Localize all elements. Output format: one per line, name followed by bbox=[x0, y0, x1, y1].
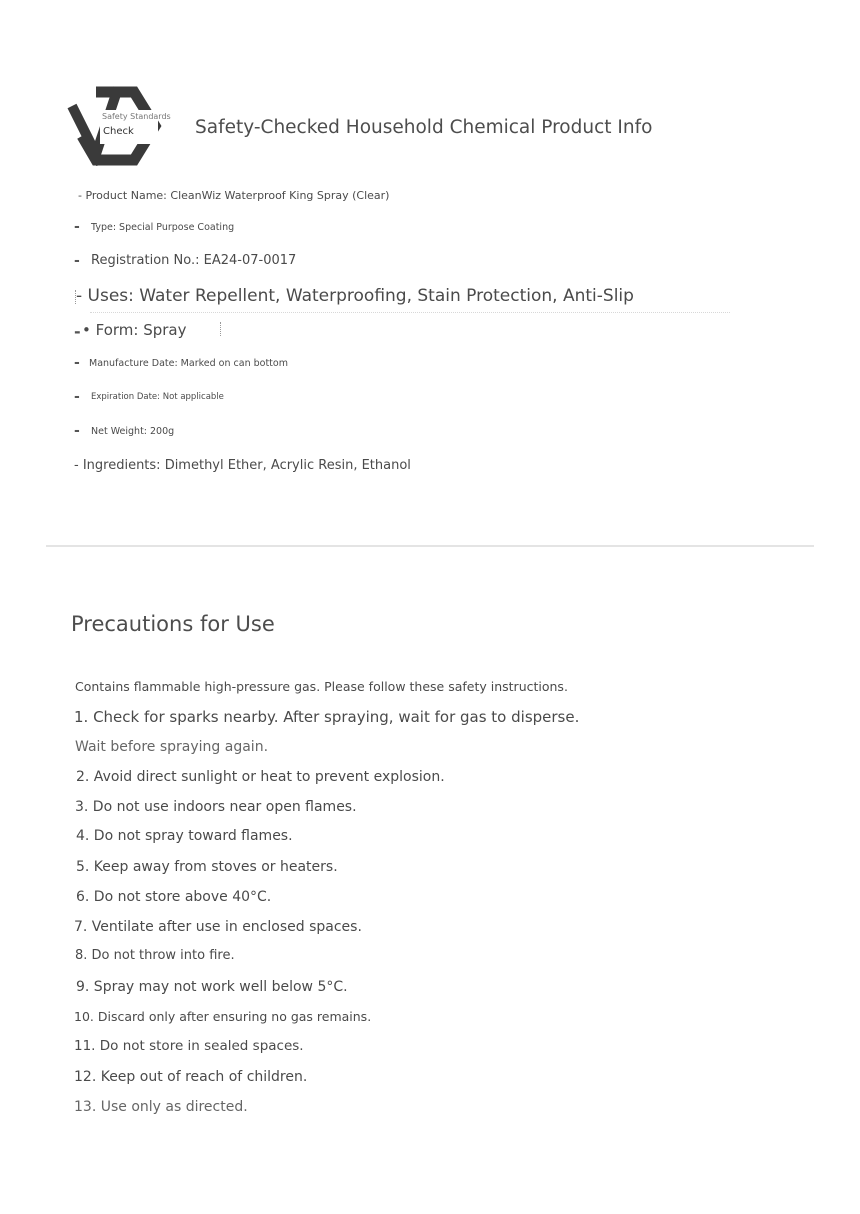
product-name-line: - Product Name: CleanWiz Waterproof King Spray (Clear) bbox=[78, 189, 390, 202]
precaution-item: 12. Keep out of reach of children. bbox=[74, 1069, 308, 1085]
expiration-date-line: Expiration Date: Not applicable bbox=[91, 392, 224, 402]
net-weight-line: Net Weight: 200g bbox=[91, 426, 175, 437]
registration-line: Registration No.: EA24-07-0017 bbox=[91, 253, 297, 268]
bullet-dash-icon: - bbox=[74, 253, 80, 269]
logo-standards-text: Safety Standards bbox=[102, 112, 171, 121]
bullet-dash-icon: - bbox=[74, 355, 80, 371]
precaution-item: 7. Ventilate after use in enclosed spaces. bbox=[74, 919, 362, 935]
ingredients-line: - Ingredients: Dimethyl Ether, Acrylic Resin, Ethanol bbox=[74, 458, 411, 473]
safety-check-logo bbox=[66, 84, 171, 166]
faint-underline bbox=[90, 306, 730, 313]
precaution-item: 6. Do not store above 40°C. bbox=[76, 889, 272, 905]
page-title: Safety-Checked Household Chemical Product Info bbox=[195, 117, 653, 138]
bullet-dash-icon: - bbox=[74, 219, 80, 235]
precaution-item: 11. Do not store in sealed spaces. bbox=[74, 1038, 304, 1054]
precaution-item: 8. Do not throw into fire. bbox=[75, 948, 235, 963]
precautions-title: Precautions for Use bbox=[71, 612, 275, 636]
uses-line: - Uses: Water Repellent, Waterproofing, Stain Protection, Anti-Slip bbox=[76, 286, 634, 306]
precaution-item: 2. Avoid direct sunlight or heat to prevent explosion. bbox=[76, 769, 445, 785]
precaution-item: 4. Do not spray toward flames. bbox=[76, 828, 293, 844]
precaution-item: 13. Use only as directed. bbox=[74, 1099, 248, 1115]
manufacture-date-line: Manufacture Date: Marked on can bottom bbox=[89, 358, 288, 369]
precaution-item: 3. Do not use indoors near open flames. bbox=[75, 799, 357, 815]
section-divider bbox=[46, 545, 814, 547]
form-line: • Form: Spray bbox=[82, 321, 187, 339]
precaution-item: 1. Check for sparks nearby. After spraying, wait for gas to disperse. bbox=[74, 708, 580, 726]
text-cursor-icon bbox=[220, 322, 222, 336]
bullet-dash-icon: - bbox=[74, 322, 81, 341]
bullet-dash-icon: - bbox=[74, 389, 80, 405]
precaution-item: 5. Keep away from stoves or heaters. bbox=[76, 859, 338, 875]
bullet-dash-icon: - bbox=[74, 423, 80, 439]
precaution-item: 10. Discard only after ensuring no gas remains. bbox=[74, 1009, 372, 1024]
precaution-item: 9. Spray may not work well below 5°C. bbox=[76, 979, 348, 995]
product-type-line: Type: Special Purpose Coating bbox=[91, 222, 235, 233]
precaution-item-continued: Wait before spraying again. bbox=[75, 739, 269, 755]
hexagon-check-icon bbox=[66, 84, 166, 166]
precautions-intro: Contains flammable high-pressure gas. Please follow these safety instructions. bbox=[75, 679, 568, 694]
logo-check-text: Check bbox=[103, 126, 134, 137]
